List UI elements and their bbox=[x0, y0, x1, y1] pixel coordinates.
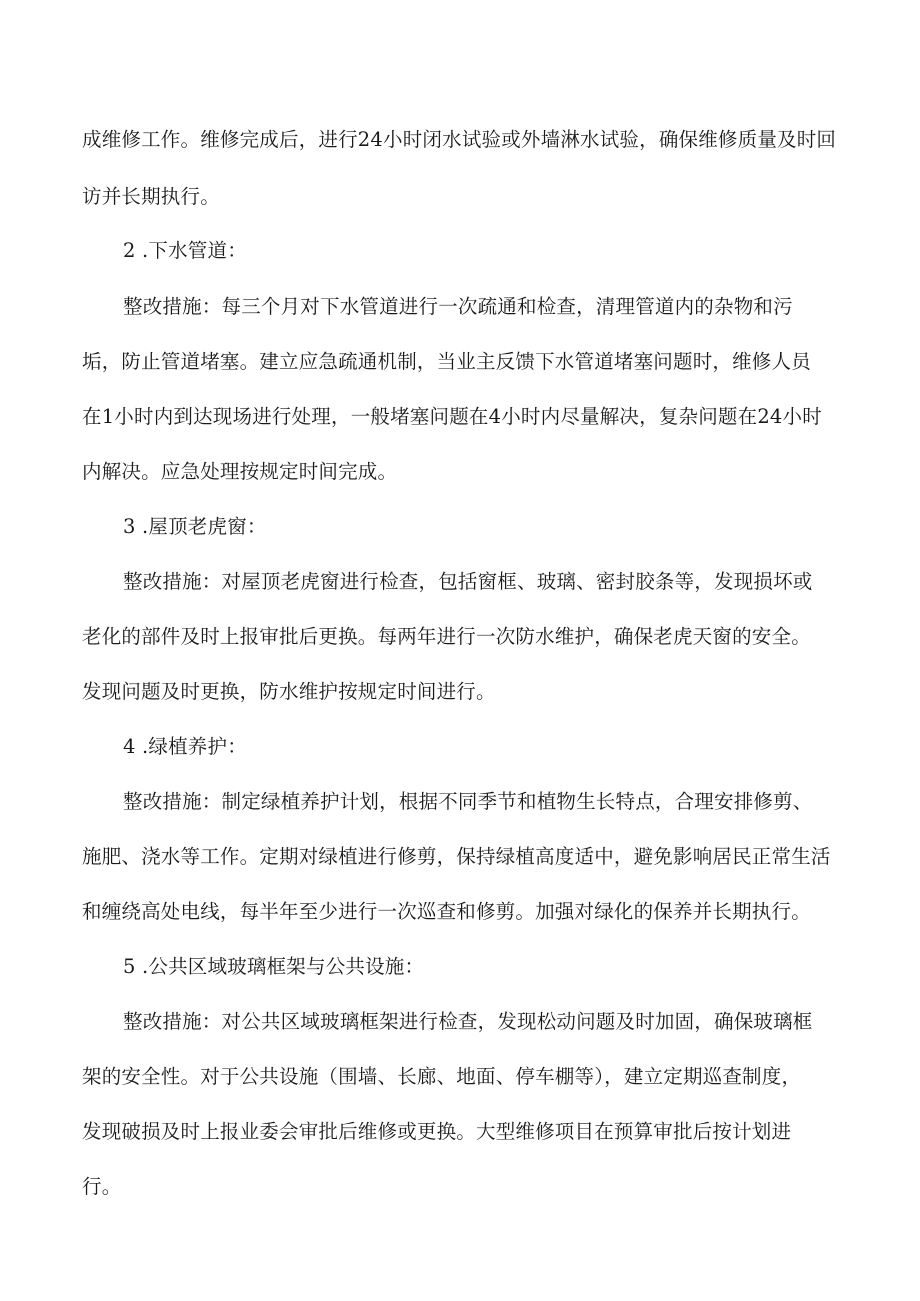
section-heading: 2 .下水管道： bbox=[123, 239, 247, 262]
paragraph-line: 垢，防止管道堵塞。建立应急疏通机制，当业主反馈下水管道堵塞问题时，维修人员 bbox=[82, 350, 811, 373]
paragraph-line: 行。 bbox=[82, 1175, 122, 1198]
intro-text-line: 访并长期执行。 bbox=[82, 185, 220, 208]
section-heading: 5 .公共区域玻璃框架与公共设施： bbox=[123, 955, 425, 978]
paragraph-line: 老化的部件及时上报审批后更换。每两年进行一次防水维护，确保老虎天窗的安全。 bbox=[82, 625, 811, 648]
paragraph-line: 整改措施：对公共区域玻璃框架进行检查，发现松动问题及时加固，确保玻璃框 bbox=[123, 1010, 813, 1033]
paragraph-line: 架的安全性。对于公共设施（围墙、长廊、地面、停车棚等），建立定期巡查制度， bbox=[82, 1065, 802, 1088]
paragraph-line: 发现问题及时更换，防水维护按规定时间进行。 bbox=[82, 680, 496, 703]
paragraph-line: 整改措施：制定绿植养护计划，根据不同季节和植物生长特点，合理安排修剪、 bbox=[123, 790, 813, 813]
paragraph-line: 整改措施：每三个月对下水管道进行一次疏通和检查，清理管道内的杂物和污 bbox=[123, 295, 793, 318]
section-heading: 4 .绿植养护： bbox=[123, 735, 247, 758]
paragraph-line: 和缠绕高处电线，每半年至少进行一次巡查和修剪。加强对绿化的保养并长期执行。 bbox=[82, 900, 811, 923]
intro-text-line: 成维修工作。维修完成后，进行24小时闭水试验或外墙淋水试验，确保维修质量及时回 bbox=[82, 128, 837, 151]
section-heading: 3 .屋顶老虎窗： bbox=[123, 515, 267, 538]
paragraph-line: 在1小时内到达现场进行处理，一般堵塞问题在4小时内尽量解决，复杂问题在24小时 bbox=[82, 405, 822, 428]
paragraph-line: 发现破损及时上报业委会审批后维修或更换。大型维修项目在预算审批后按计划进 bbox=[82, 1120, 792, 1143]
paragraph-line: 施肥、浇水等工作。定期对绿植进行修剪，保持绿植高度适中，避免影响居民正常生活 bbox=[82, 845, 831, 868]
paragraph-line: 内解决。应急处理按规定时间完成。 bbox=[82, 460, 398, 483]
paragraph-line: 整改措施：对屋顶老虎窗进行检查，包括窗框、玻璃、密封胶条等，发现损坏或 bbox=[123, 570, 813, 593]
